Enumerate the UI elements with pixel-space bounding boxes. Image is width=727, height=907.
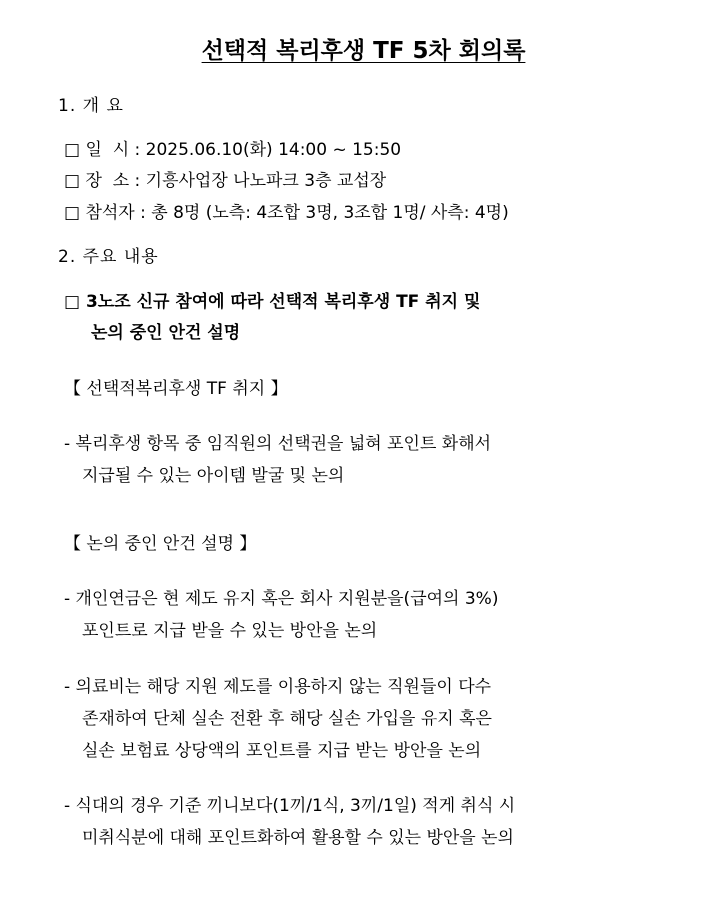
agenda-pension-line-1: - 개인연금은 현 제도 유지 혹은 회사 지원분을(급여의 3%) [64, 589, 499, 609]
overview-attendees: □ 참석자 : 총 8명 (노측: 4조합 3명, 3조합 1명/ 사측: 4명) [64, 203, 509, 223]
section2-heading: 2. 주요 내용 [58, 247, 159, 267]
section1-heading: 1. 개 요 [58, 96, 124, 116]
overview-place: □ 장 소 : 기흥사업장 나노파크 3층 교섭장 [64, 171, 387, 191]
agenda-heading: 【 논의 중인 안건 설명 】 [64, 534, 257, 554]
document-title: 선택적 복리후생 TF 5차 회의록 [201, 38, 526, 64]
agenda-medical-line-2: 존재하여 단체 실손 전환 후 해당 실손 가입을 유지 혹은 [82, 709, 492, 729]
purpose-line-2: 지급될 수 있는 아이템 발굴 및 논의 [82, 466, 345, 486]
agenda-pension-line-2: 포인트로 지급 받을 수 있는 방안을 논의 [82, 621, 378, 641]
intro-line-2: 논의 중인 안건 설명 [91, 323, 241, 343]
agenda-medical-line-3: 실손 보험료 상당액의 포인트를 지급 받는 방안을 논의 [82, 741, 482, 761]
purpose-line-1: - 복리후생 항목 중 임직원의 선택권을 넓혀 포인트 화해서 [64, 434, 492, 454]
agenda-medical-line-1: - 의료비는 해당 지원 제도를 이용하지 않는 직원들이 다수 [64, 677, 492, 697]
purpose-heading: 【 선택적복리후생 TF 취지 】 [64, 379, 288, 399]
agenda-meal-line-2: 미취식분에 대해 포인트화하여 활용할 수 있는 방안을 논의 [82, 828, 514, 848]
intro-line-1: □ 3노조 신규 참여에 따라 선택적 복리후생 TF 취지 및 [64, 292, 481, 312]
agenda-meal-line-1: - 식대의 경우 기준 끼니보다(1끼/1식, 3끼/1일) 적게 취식 시 [64, 796, 516, 816]
overview-date: □ 일 시 : 2025.06.10(화) 14:00 ~ 15:50 [64, 140, 402, 160]
